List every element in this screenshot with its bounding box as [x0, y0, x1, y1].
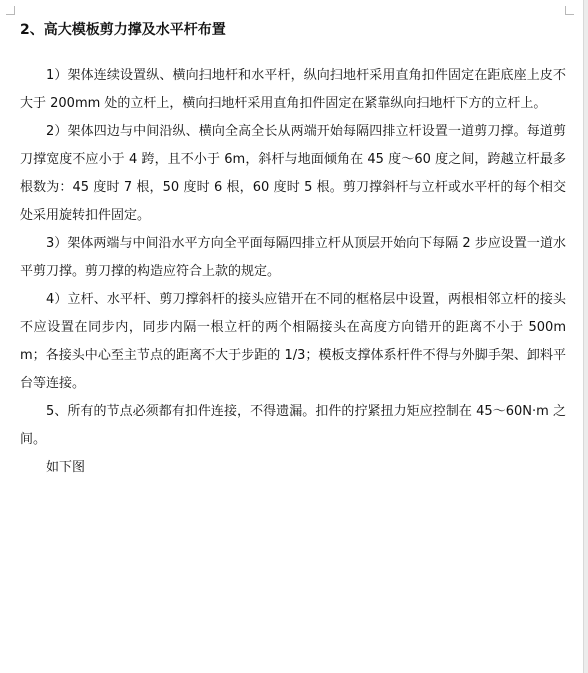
- window-right-edge: [583, 0, 588, 673]
- page-corner-mark-top-left: [6, 6, 15, 15]
- document-body: [20, 62, 566, 482]
- section-heading: 2、高大模板剪力撑及水平杆布置: [20, 22, 226, 38]
- paragraph-2: 2）架体四边与中间沿纵、横向全高全长从两端开始每隔四排立杆设置一道剪刀撑。每道剪刀撑宽度不应小于 4 跨，且不小于 6m，斜杆与地面倾角在 45 度～60 度之间，跨越立杆最多根数为：45 度时 7 根，50 度时 6 根，60 度时 5 根。剪刀撑斜杆与立杆或水平杆的每个相交处采用旋转扣件固定。: [20, 124, 566, 223]
- paragraph-3: 3）架体两端与中间沿水平方向全平面每隔四排立杆从顶层开始向下每隔 2 步应设置一道水平剪刀撑。剪刀撑的构造应符合上款的规定。: [20, 236, 566, 279]
- paragraph-5: 5、所有的节点必须都有扣件连接，不得遗漏。扣件的拧紧扭力矩应控制在 45～60N·m 之间。: [20, 404, 566, 447]
- paragraph-6: 如下图: [46, 460, 86, 475]
- page-corner-mark-top-right: [565, 6, 574, 15]
- paragraph-4: 4）立杆、水平杆、剪刀撑斜杆的接头应错开在不同的框格层中设置，两根相邻立杆的接头不应设置在同步内，同步内隔一根立杆的两个相隔接头在高度方向错开的距离不小于 500mm；各接头中心至主节点的距离不大于步距的 1/3；模板支撑体系杆件不得与外脚手架、卸料平台等连接。: [20, 292, 566, 391]
- paragraph-1: 1）架体连续设置纵、横向扫地杆和水平杆，纵向扫地杆采用直角扣件固定在距底座上皮不大于 200mm 处的立杆上，横向扫地杆采用直角扣件固定在紧靠纵向扫地杆下方的立杆上。: [20, 68, 566, 111]
